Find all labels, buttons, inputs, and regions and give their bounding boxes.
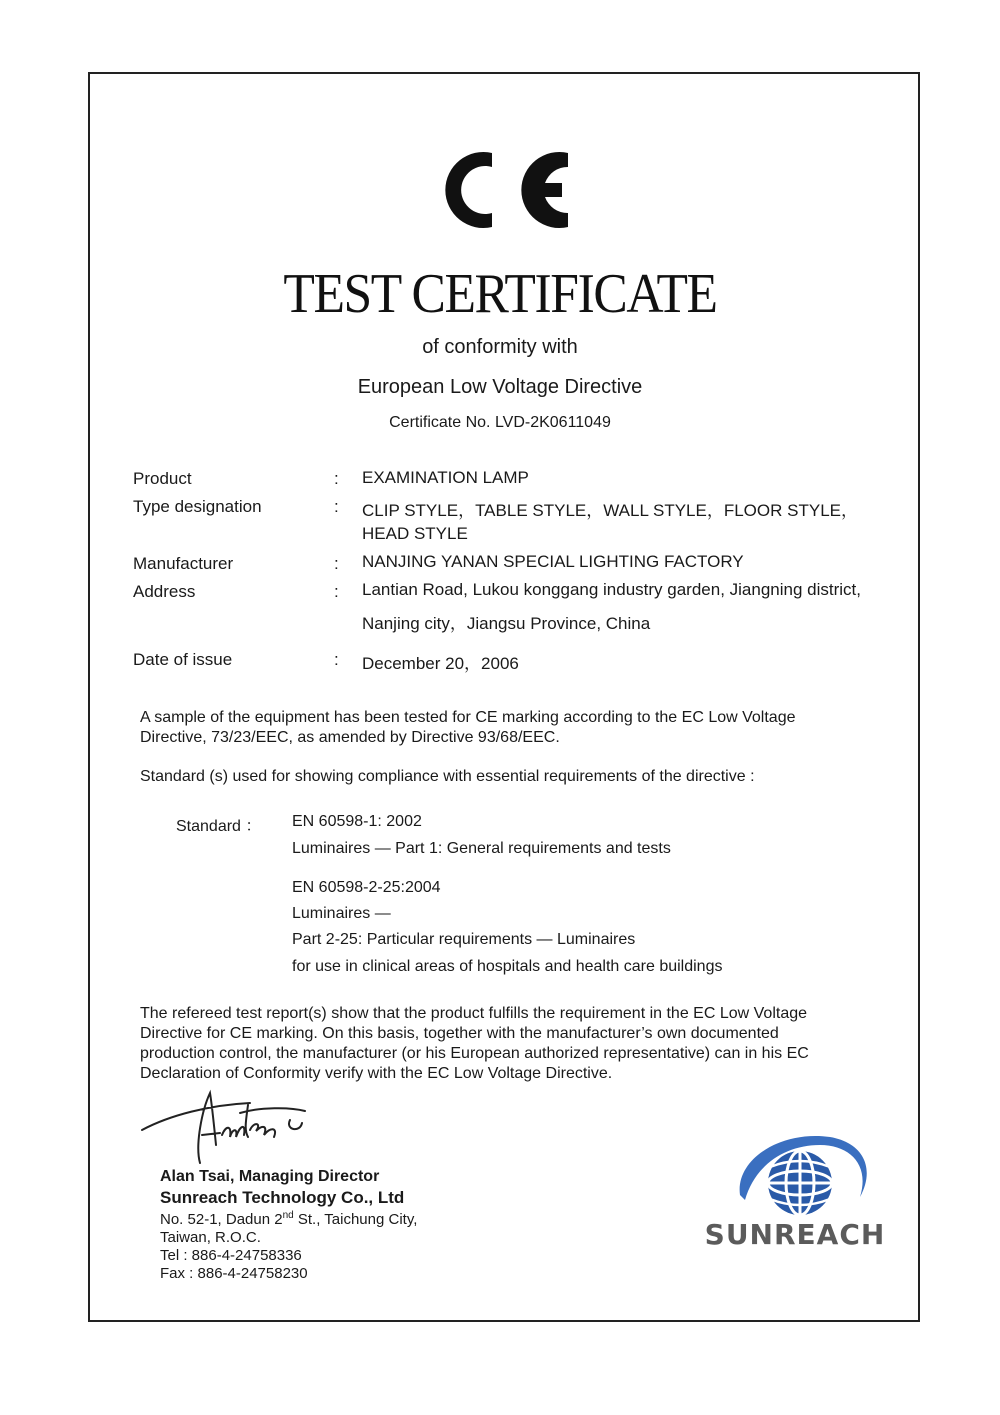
conclusion-line: The refereed test report(s) show that the product fulfills the requirement in the EC Low Voltage [140,1005,808,1022]
address-line-text: St., Taichung City, [293,1211,418,1228]
product-label: Product [133,469,192,488]
type-designation-value-cont: HEAD STYLE [362,524,468,543]
address-value: Lantian Road, Lukou konggang industry garden, Jiangning district, [362,580,862,599]
standard-2-description: for use in clinical areas of hospitals and health care buildings [292,958,723,975]
sunreach-logo-text: SUNREACH [704,1218,886,1251]
sample-statement-line: A sample of the equipment has been tested for CE marking according to the EC Low Voltage [140,709,796,726]
date-of-issue-value: December 20，2006 [362,654,519,673]
manufacturer-label: Manufacturer [133,554,234,573]
date-of-issue-label: Date of issue [133,650,233,669]
colon: : [334,554,339,573]
subtitle-directive: European Low Voltage Directive [357,376,643,398]
standard-1-code: EN 60598-1: 2002 [292,813,422,830]
manufacturer-value: NANJING YANAN SPECIAL LIGHTING FACTORY [362,552,744,571]
certificate-number: Certificate No. LVD-2K0611049 [389,414,611,431]
type-designation-value: CLIP STYLE，TABLE STYLE，WALL STYLE，FLOOR STYLE， [362,501,858,520]
signatory-fax: Fax : 886-4-24758230 [160,1265,308,1282]
conclusion-line: Directive for CE marking. On this basis, together with the manufacturer’s own documented [140,1025,779,1042]
signatory-tel: Tel : 886-4-24758336 [160,1247,302,1264]
standards-intro: Standard (s) used for showing compliance with essential requirements of the directive : [140,768,755,785]
certificate-title: TEST CERTIFICATE [283,263,717,325]
colon: : [334,497,339,516]
sample-statement [140,708,870,748]
ce-mark-logo [440,145,575,235]
standard-1-description: Luminaires — Part 1: General requirements and tests [292,840,671,857]
signatory-address-country: Taiwan, R.O.C. [160,1229,261,1246]
standard-2-description: Luminaires — [292,905,391,922]
colon: : [334,469,339,488]
handwritten-signature [140,1085,320,1165]
standard-2-description: Part 2-25: Particular requirements — Luminaires [292,931,636,948]
colon: : [334,650,339,669]
conclusion-line: production control, the manufacturer (or his European authorized representative) can in his EC [140,1045,809,1062]
address-superscript: nd [282,1210,294,1221]
product-value: EXAMINATION LAMP [362,468,529,487]
signatory-name: Alan Tsai, Managing Director [160,1168,380,1185]
address-value-cont: Nanjing city，Jiangsu Province, China [362,614,651,633]
type-designation-label: Type designation [133,497,262,516]
conclusion-statement [140,1004,870,1084]
address-label: Address [133,582,196,601]
subtitle-conformity: of conformity with [422,336,578,358]
colon: : [334,582,339,601]
address-line-text: No. 52-1, Dadun 2 [160,1211,283,1228]
signatory-address [160,1210,417,1228]
conclusion-line: Declaration of Conformity verify with the EC Low Voltage Directive. [140,1065,613,1082]
signatory-company: Sunreach Technology Co., Ltd [160,1188,405,1207]
sample-statement-line: Directive, 73/23/EEC, as amended by Directive 93/68/EEC. [140,729,560,746]
standard-2-code: EN 60598-2-25:2004 [292,879,441,896]
standard-label: Standard ： [176,818,262,835]
